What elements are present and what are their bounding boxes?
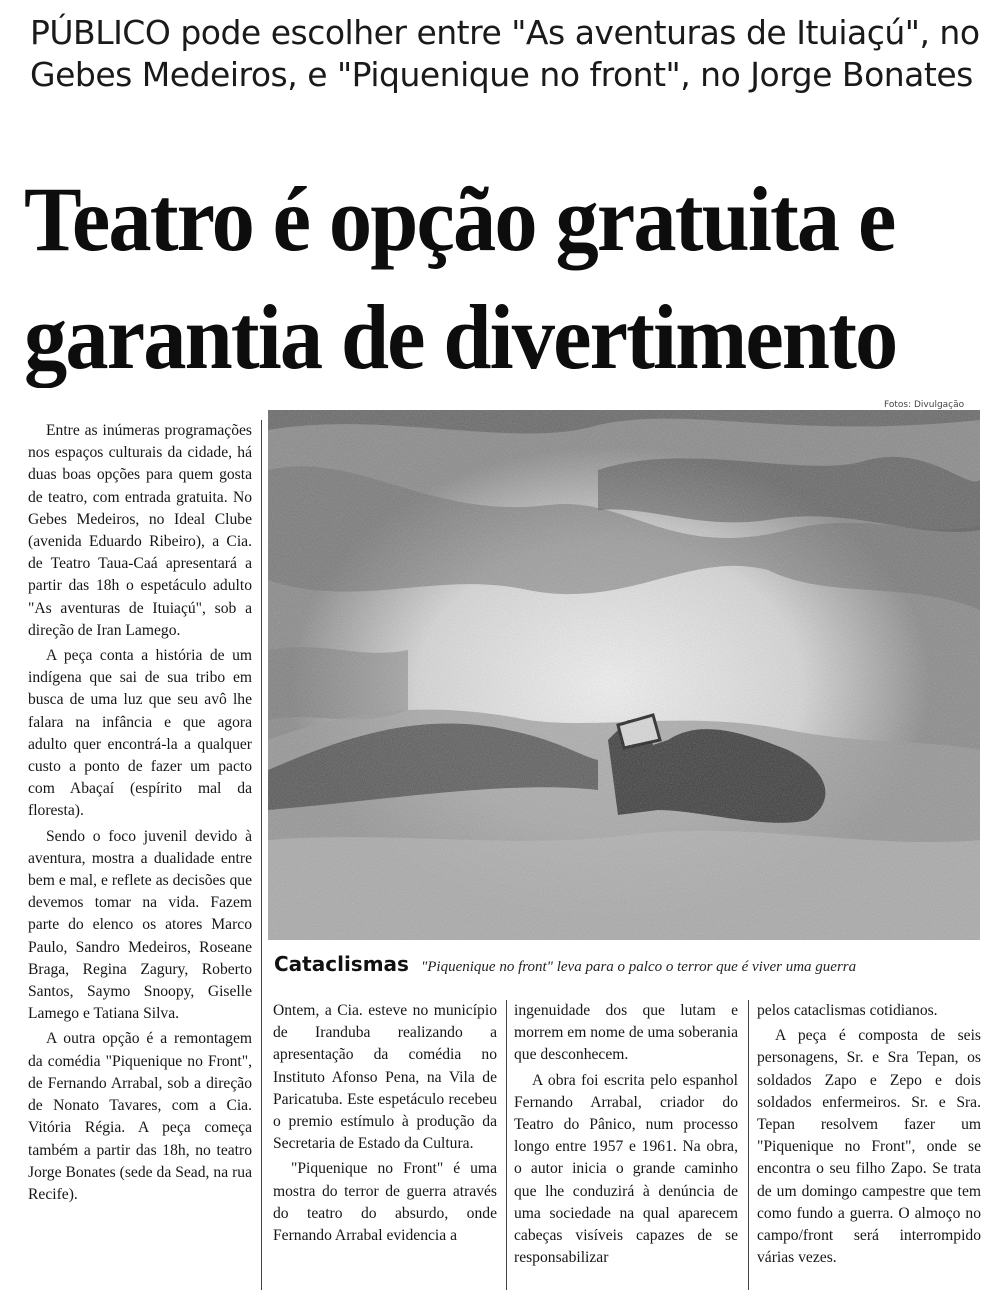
headline-line-2: garantia de divertimento: [24, 286, 897, 388]
column-divider: [748, 1000, 749, 1290]
photo-credit: Fotos: Divulgação: [884, 400, 965, 410]
paragraph: A peça é composta de seis personagens, Sr. e Sra Tepan, os soldados Zapo e Zepo e dois soldados enfermeiros. Sr. e Sra. Tepan resolvem fazer um "Piquenique no Front", onde se encontra o seu filho Zapo. Se trata de um domingo campestre que tem como fundo a guerra. O almoço no campo/front será interrompido várias vezes.: [757, 1027, 981, 1267]
headline-line-1: Teatro é opção gratuita e: [24, 168, 895, 270]
column-divider: [261, 420, 262, 1290]
article-column-2: [273, 1000, 497, 1250]
kicker-subheadline: PÚBLICO pode escolher entre "As aventuras de Ituiaçú", no Gebes Medeiros, e "Piquenique no front", no Jorge Bonates: [30, 13, 980, 94]
column-divider: [506, 1000, 507, 1290]
paragraph: "Piquenique no Front" é uma mostra do terror de guerra através do teatro do absurdo, onde Fernando Arrabal evidencia a: [273, 1160, 497, 1245]
photo-stage-scene: [268, 410, 980, 940]
article-column-1: [28, 420, 252, 1209]
caption-label: Cataclismas: [274, 952, 409, 976]
paragraph: A outra opção é a remontagem da comédia "Piquenique no Front", de Fernando Arrabal, sob a direção de Nonato Tavares, com a Cia. Vitória Régia. A peça começa também a partir das 18h, no teatro Jorge Bonates (sede da Sead, na rua Recife).: [28, 1030, 252, 1203]
paragraph: pelos cataclismas cotidianos.: [757, 1002, 938, 1019]
photo-illustration: [268, 410, 980, 940]
caption-text: "Piquenique no front" leva para o palco o terror que é viver uma guerra: [420, 959, 857, 975]
paragraph: Ontem, a Cia. esteve no município de Iranduba realizando a apresentação da comédia no Instituto Afonso Pena, na Vila de Paricatuba. Este espetáculo recebeu o premio estímulo à produção da Secretaria de Estado da Cultura.: [273, 1002, 497, 1153]
paragraph: A peça conta a história de um indígena que sai de sua tribo em busca de uma luz que seu avô lhe falara na infância e que agora adulto quer encontrá-la a qualquer custo a ponto de fazer um pacto com Abaçaí (espírito mal da floresta).: [28, 647, 252, 820]
paragraph: A obra foi escrita pelo espanhol Fernando Arrabal, criador do Teatro do Pânico, num processo longo entre 1957 e 1961. Na obra, o autor inicia o grande caminho que lhe conduzirá à denúncia de uma sociedade na qual aparecem cabeças visíveis capazes de se responsabilizar: [514, 1071, 738, 1267]
paragraph: ingenuidade dos que lutam e morrem em nome de uma soberania que desconhecem.: [514, 1002, 738, 1064]
paragraph: Entre as inúmeras programações nos espaços culturais da cidade, há duas boas opções para quem gosta de teatro, com entrada gratuita. No Gebes Medeiros, no Ideal Clube (avenida Eduardo Ribeiro), a Cia. de Teatro Taua-Caá apresentará a partir das 18h o espetáculo adulto "As aventuras de Ituiaçú", sob a direção de Iran Lamego.: [28, 422, 252, 639]
article-column-4: [757, 1000, 981, 1272]
headline: [24, 160, 926, 396]
article-column-3: [514, 1000, 738, 1272]
paragraph: Sendo o foco juvenil devido à aventura, mostra a dualidade entre bem e mal, e reflete as decisões que devemos tomar na vida. Fazem parte do elenco os atores Marco Paulo, Sandro Medeiros, Roseane Braga, Regina Zagury, Roberto Santos, Saymo Snoopy, Giselle Lamego e Tatiana Silva.: [28, 827, 252, 1023]
photo-caption: [274, 952, 984, 976]
